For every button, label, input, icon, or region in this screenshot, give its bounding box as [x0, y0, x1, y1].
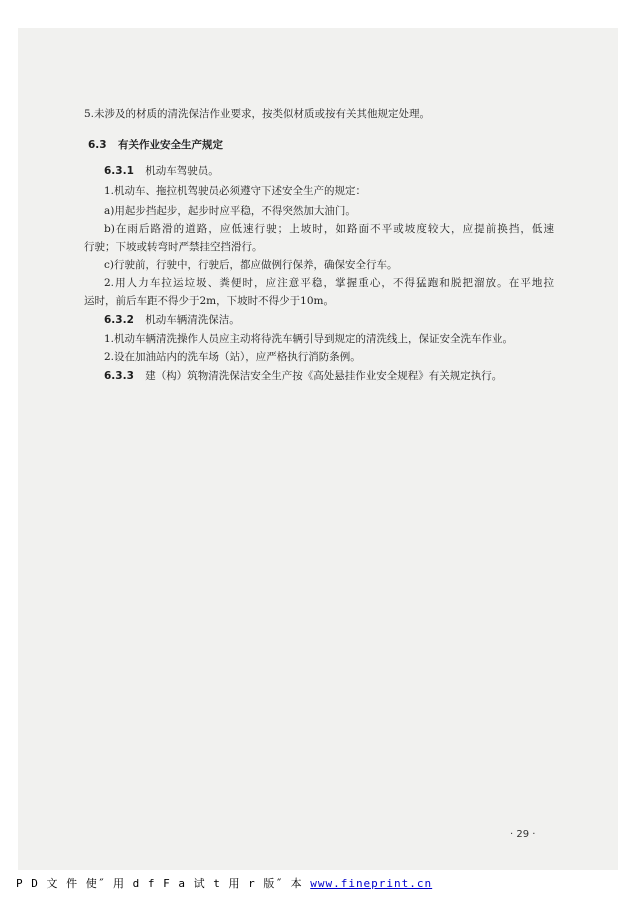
- rule-1b-line-1: b)在雨后路滑的道路，应低速行驶；上坡时，如路面不平或坡度较大，应提前换挡，低速: [104, 223, 554, 235]
- section-number: 6.3.3: [104, 370, 134, 382]
- footer-link[interactable]: www.fineprint.cn: [310, 877, 433, 890]
- rule-1c: c)行驶前，行驶中，行驶后，都应做例行保养，确保安全行车。: [104, 259, 398, 271]
- rule-1: 1.机动车、拖拉机驾驶员必须遵守下述安全生产的规定：: [104, 185, 367, 197]
- scanned-page: [18, 28, 618, 870]
- section-title: 机动车辆清洗保洁。: [145, 314, 240, 326]
- section-number: 6.3: [88, 139, 107, 151]
- rule-2-line-2: 运时，前后车距不得少于2m，下坡时不得少于10m。: [84, 295, 334, 307]
- item-5: 5.未涉及的材质的清洗保洁作业要求，按类似材质或按有关其他规定处理。: [84, 108, 431, 120]
- section-6-3-heading: [88, 138, 558, 153]
- footer-watermark: [16, 875, 432, 891]
- section-text: 建（构）筑物清洗保洁安全生产按《高处悬挂作业安全规程》有关规定执行。: [145, 370, 503, 382]
- section-number: 6.3.2: [104, 314, 134, 326]
- section-6-3-3: [104, 369, 554, 384]
- section-title: 有关作业安全生产规定: [117, 139, 223, 151]
- rule-2-line-1: 2.用人力车拉运垃圾、粪便时，应注意平稳，掌握重心，不得猛跑和脱把溜放。在平地拉: [104, 277, 554, 289]
- section-6-3-1-heading: [104, 164, 554, 179]
- section-title: 机动车驾驶员。: [145, 165, 219, 177]
- wash-2: 2.设在加油站内的洗车场（站），应严格执行消防条例。: [104, 351, 361, 363]
- footer-text: P D 文 件 使˝ 用 d f F a 试 t 用 r 版˝ 本: [16, 877, 303, 890]
- section-number: 6.3.1: [104, 165, 134, 177]
- wash-1: 1.机动车辆清洗操作人员应主动将待洗车辆引导到规定的清洗线上，保证安全洗车作业。: [104, 333, 514, 345]
- section-6-3-2-heading: [104, 313, 554, 328]
- rule-1a: a)用起步挡起步，起步时应平稳，不得突然加大油门。: [104, 205, 356, 217]
- page-number: · 29 ·: [510, 829, 536, 840]
- rule-1b-line-2: 行驶；下坡或转弯时严禁挂空挡滑行。: [84, 241, 263, 253]
